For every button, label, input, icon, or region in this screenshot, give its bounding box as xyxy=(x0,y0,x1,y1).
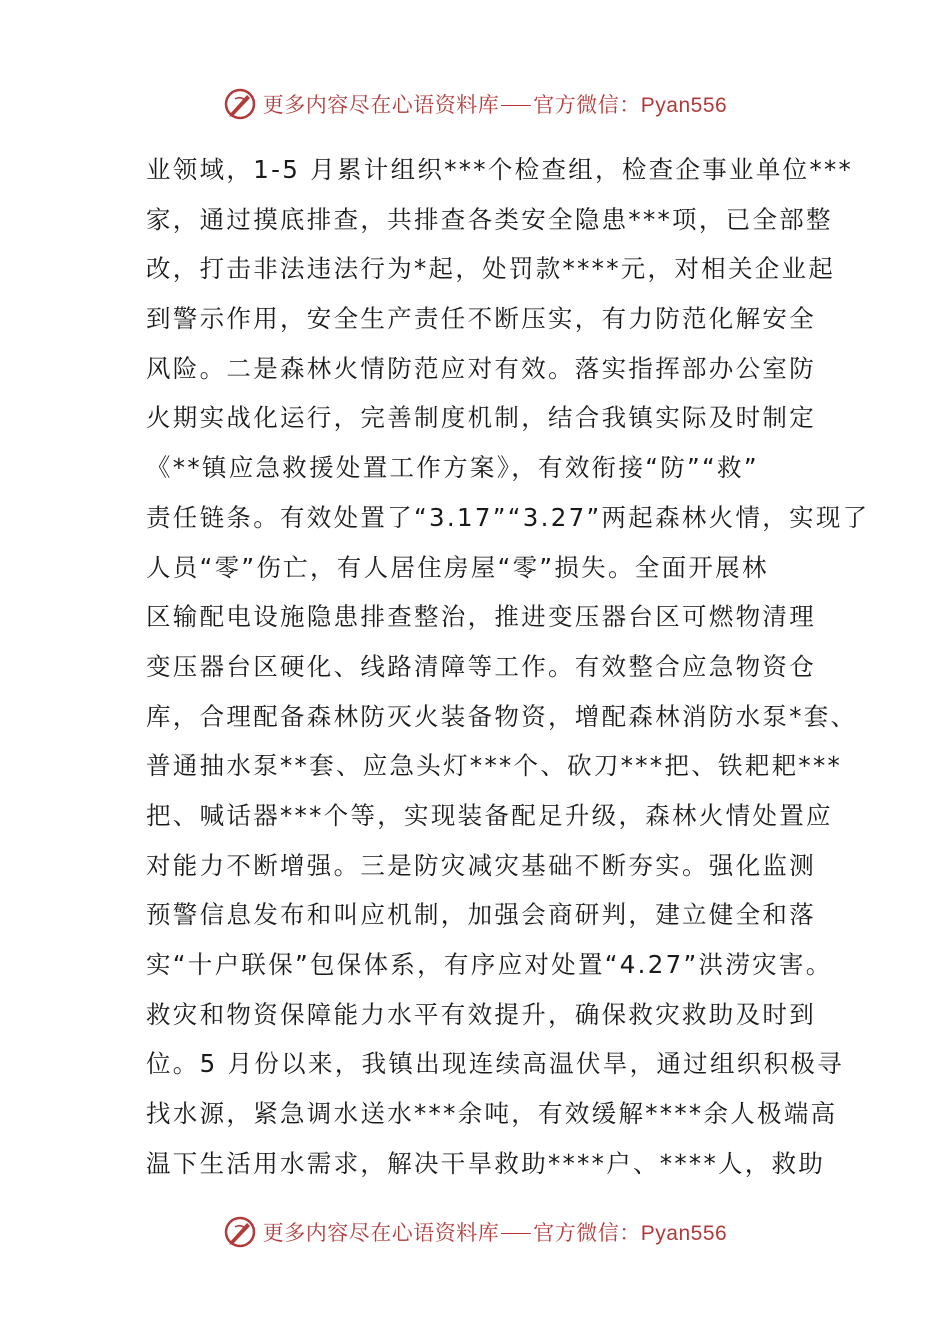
body-line: 温下生活用水需求，解决干旱救助****户、****人，救助 xyxy=(146,1148,826,1178)
footer-banner-title: 更多内容尽在心语资料库 xyxy=(262,1221,500,1245)
body-line: 到警示作用，安全生产责任不断压实，有力防范化解安全 xyxy=(146,304,816,334)
body-line: 区输配电设施隐患排查整治，推进变压器台区可燃物清理 xyxy=(146,602,816,632)
body-line: 业领域，1-5 月累计组织***个检查组，检查企事业单位*** xyxy=(146,155,854,184)
header-banner-dash xyxy=(501,105,531,106)
header-watermark-banner xyxy=(0,84,950,124)
body-line: 实“十户联保”包保体系，有序应对处置“4.27”洪涝灾害。 xyxy=(146,950,833,979)
pen-logo-icon xyxy=(223,1215,257,1249)
body-line: 找水源，紧急调水送水***余吨，有效缓解****余人极端高 xyxy=(146,1099,838,1129)
footer-banner-suffix: 官方微信： xyxy=(533,1221,641,1245)
body-line: 家，通过摸底排查，共排查各类安全隐患***项，已全部整 xyxy=(146,204,833,234)
header-banner-handle: Pyan556 xyxy=(640,94,728,117)
body-line: 人员“零”伤亡，有人居住房屋“零”损失。全面开展林 xyxy=(146,552,769,582)
header-banner-title: 更多内容尽在心语资料库 xyxy=(262,93,500,117)
footer-banner-text xyxy=(263,1217,727,1247)
body-line: 把、喊话器***个等，实现装备配足升级，森林火情处置应 xyxy=(146,800,833,830)
body-line: 责任链条。有效处置了“3.17”“3.27”两起森林火情，实现了 xyxy=(146,502,870,532)
footer-banner-dash xyxy=(501,1233,531,1234)
body-line: 普通抽水泵**套、应急头灯***个、砍刀***把、铁耙耙*** xyxy=(146,751,843,781)
header-banner-suffix: 官方微信： xyxy=(533,93,641,117)
body-line: 救灾和物资保障能力水平有效提升，确保救灾救助及时到 xyxy=(146,999,816,1029)
body-line: 变压器台区硬化、线路清障等工作。有效整合应急物资仓 xyxy=(146,651,816,681)
body-line: 《**镇应急救援处置工作方案》，有效衔接“防”“救” xyxy=(146,453,759,483)
header-banner-text xyxy=(263,89,727,119)
body-line: 改，打击非法违法行为*起，处罚款****元，对相关企业起 xyxy=(146,254,836,284)
body-line: 预警信息发布和叫应机制，加强会商研判，建立健全和落 xyxy=(146,900,816,930)
pen-logo-icon xyxy=(223,87,257,121)
body-line: 风险。二是森林火情防范应对有效。落实指挥部办公室防 xyxy=(146,353,816,383)
body-line: 库，合理配备森林防灭火装备物资，增配森林消防水泵*套、 xyxy=(146,701,858,731)
document-body xyxy=(146,145,870,1188)
body-line: 位。5 月份以来，我镇出现连续高温伏旱，通过组织积极寻 xyxy=(146,1049,844,1079)
footer-watermark-banner xyxy=(0,1212,950,1252)
body-line: 火期实战化运行，完善制度机制，结合我镇实际及时制定 xyxy=(146,403,816,433)
footer-banner-handle: Pyan556 xyxy=(640,1222,728,1245)
body-line: 对能力不断增强。三是防灾减灾基础不断夯实。强化监测 xyxy=(146,850,816,880)
